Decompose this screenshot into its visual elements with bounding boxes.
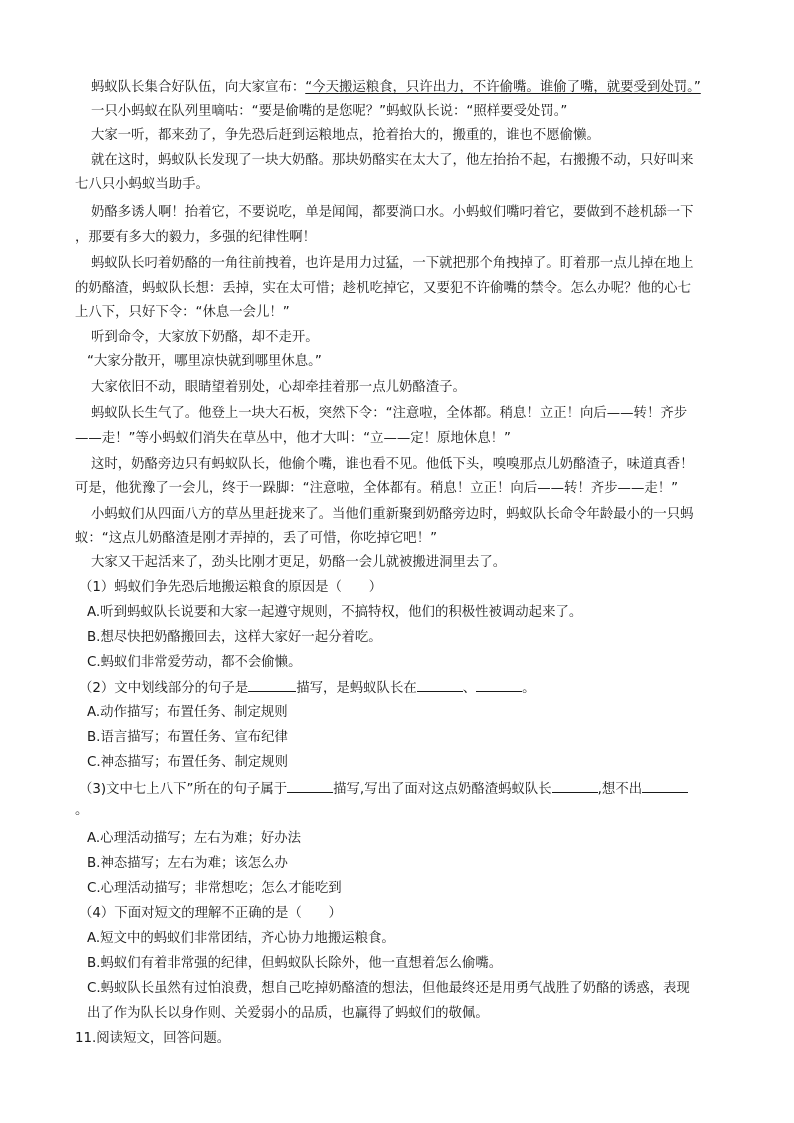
next-question-heading: 11.阅读短文，回答问题。	[75, 1031, 231, 1046]
passage-paragraph-6-line-2: 的奶酪渣，蚂蚁队长想：丢掉，实在太可惜；趁机吃掉它，又要犯不许偷嘴的禁令。怎么办呢？他的心七	[75, 281, 691, 296]
passage-paragraph-8: “大家分散开，哪里凉快就到哪里休息。”	[87, 354, 322, 369]
passage-paragraph-4-line-2: 七八只小蚂蚁当助手。	[75, 177, 209, 192]
question-4-option-b: B.蚂蚁们有着非常强的纪律，但蚂蚁队长除外，他一直想着怎么偷嘴。	[87, 956, 503, 971]
question-4-option-c-line-2: 出了作为队长以身作则、关爱弱小的品质，也赢得了蚂蚁们的敬佩。	[87, 1006, 489, 1021]
answer-blank[interactable]	[476, 680, 522, 692]
question-4-option-a: A.短文中的蚂蚁们非常团结，齐心协力地搬运粮食。	[87, 931, 395, 946]
question-3-stem-end: 。	[75, 803, 89, 818]
passage-paragraph-11-line-2: 可是，他犹豫了一会儿，终于一跺脚：“注意啦，全体都有。稍息！立正！向后——转！齐步——走！”	[75, 481, 679, 496]
passage-paragraph-4-line-1: 就在这时，蚂蚁队长发现了一块大奶酪。那块奶酪实在太大了，他左抬抬不起，右搬搬不动，只好叫来	[91, 153, 694, 168]
passage-paragraph-9: 大家依旧不动，眼睛望着别处，心却牵挂着那一点儿奶酪渣子。	[91, 380, 466, 395]
answer-blank[interactable]	[417, 680, 463, 692]
passage-paragraph-6-line-1: 蚂蚁队长叼着奶酪的一角往前拽着，也许是用力过猛，一下就把那个角拽掉了。盯着那一点儿掉在地上	[91, 256, 694, 271]
question-3-stem: （3)文中七上八下”所在的句子属于 描写,写出了面对这点奶酪渣蚂蚁队长 ,想不出	[79, 781, 688, 798]
question-2-option-c: C.神态描写；布置任务、制定规则	[87, 755, 289, 770]
question-4-stem: （4）下面对短文的理解不正确的是（ ）	[79, 906, 342, 921]
question-4-option-c-line-1: C.蚂蚁队长虽然有过怕浪费，想自己吃掉奶酪渣的想法，但他最终还是用勇气战胜了奶酪的诱惑，表现	[87, 981, 690, 996]
passage-paragraph-12-line-2: 蚁：“这点儿奶酪渣是刚才弄掉的，丢了可惜，你吃掉它吧！”	[75, 531, 438, 546]
passage-paragraph-1	[91, 80, 701, 96]
passage-paragraph-2: 一只小蚂蚁在队列里嘀咕：“要是偷嘴的是您呢？”蚂蚁队长说：“照样要受处罚。”	[91, 104, 568, 119]
passage-paragraph-13: 大家又干起活来了，劲头比刚才更足，奶酪一会儿就被搬进洞里去了。	[91, 555, 507, 570]
passage-paragraph-6-line-3: 上八下，只好下令：“休息一会儿！”	[75, 305, 290, 320]
passage-paragraph-7: 听到命令，大家放下奶酪，却不走开。	[91, 330, 319, 345]
passage-paragraph-10-line-1: 蚂蚁队长生气了。他登上一块大石板，突然下令：“注意啦，全体都。稍息！立正！向后——转！齐步	[91, 406, 688, 421]
underlined-sentence: “今天搬运粮食，只许出力，不许偷嘴。谁偷了嘴，就要受到处罚。”	[305, 80, 701, 95]
passage-paragraph-3: 大家一听，都来劲了，争先恐后赶到运粮地点，抢着抬大的，搬重的，谁也不愿偷懒。	[91, 128, 600, 143]
question-3-option-c: C.心理活动描写；非常想吃；怎么才能吃到	[87, 881, 342, 896]
passage-paragraph-5-line-1: 奶酪多诱人啊！抬着它，不要说吃，单是闻闻，都要淌口水。小蚂蚁们嘴叼着它，要做到不趁机舔一下	[91, 205, 694, 220]
question-3-option-b: B.神态描写；左右为难；该怎么办	[87, 856, 288, 871]
question-2-option-a: A.动作描写；布置任务、制定规则	[87, 705, 288, 720]
passage-paragraph-12-line-1: 小蚂蚁们从四面八方的草丛里赶拢来了。当他们重新聚到奶酪旁边时，蚂蚁队长命令年龄最小的一只蚂	[91, 507, 694, 522]
question-3-option-a: A.心理活动描写；左右为难；好办法	[87, 831, 302, 846]
answer-blank[interactable]	[287, 781, 333, 793]
question-2-stem: （2）文中划线部分的句子是 描写，是蚂蚁队长在 、 。	[79, 681, 536, 696]
question-1-stem: （1）蚂蚁们争先恐后地搬运粮食的原因是（ ）	[79, 580, 383, 595]
question-1-option-c: C.蚂蚁们非常爱劳动，都不会偷懒。	[87, 655, 302, 670]
passage-p1-prefix: 蚂蚁队长集合好队伍，向大家宣布：	[91, 80, 306, 95]
passage-paragraph-5-line-2: ，那要有多大的毅力，多强的纪律性啊！	[75, 230, 317, 245]
question-1-option-b: B.想尽快把奶酪搬回去，这样大家好一起分着吃。	[87, 630, 382, 645]
answer-blank[interactable]	[552, 781, 598, 793]
question-2-option-b: B.语言描写；布置任务、宣布纪律	[87, 730, 288, 745]
passage-paragraph-11-line-1: 这时，奶酪旁边只有蚂蚁队长，他偷个嘴，谁也看不见。他低下头，嗅嗅那点儿奶酪渣子，味道真香！	[91, 457, 694, 472]
answer-blank[interactable]	[642, 781, 688, 793]
answer-blank[interactable]	[248, 680, 296, 692]
passage-paragraph-10-line-2: ——走！”等小蚂蚁们消失在草丛中，他才大叫：“立——定！原地休息！”	[75, 431, 511, 446]
question-1-option-a: A.听到蚂蚁队长说要和大家一起遵守规则，不搞特权，他们的积极性被调动起来了。	[87, 605, 583, 620]
